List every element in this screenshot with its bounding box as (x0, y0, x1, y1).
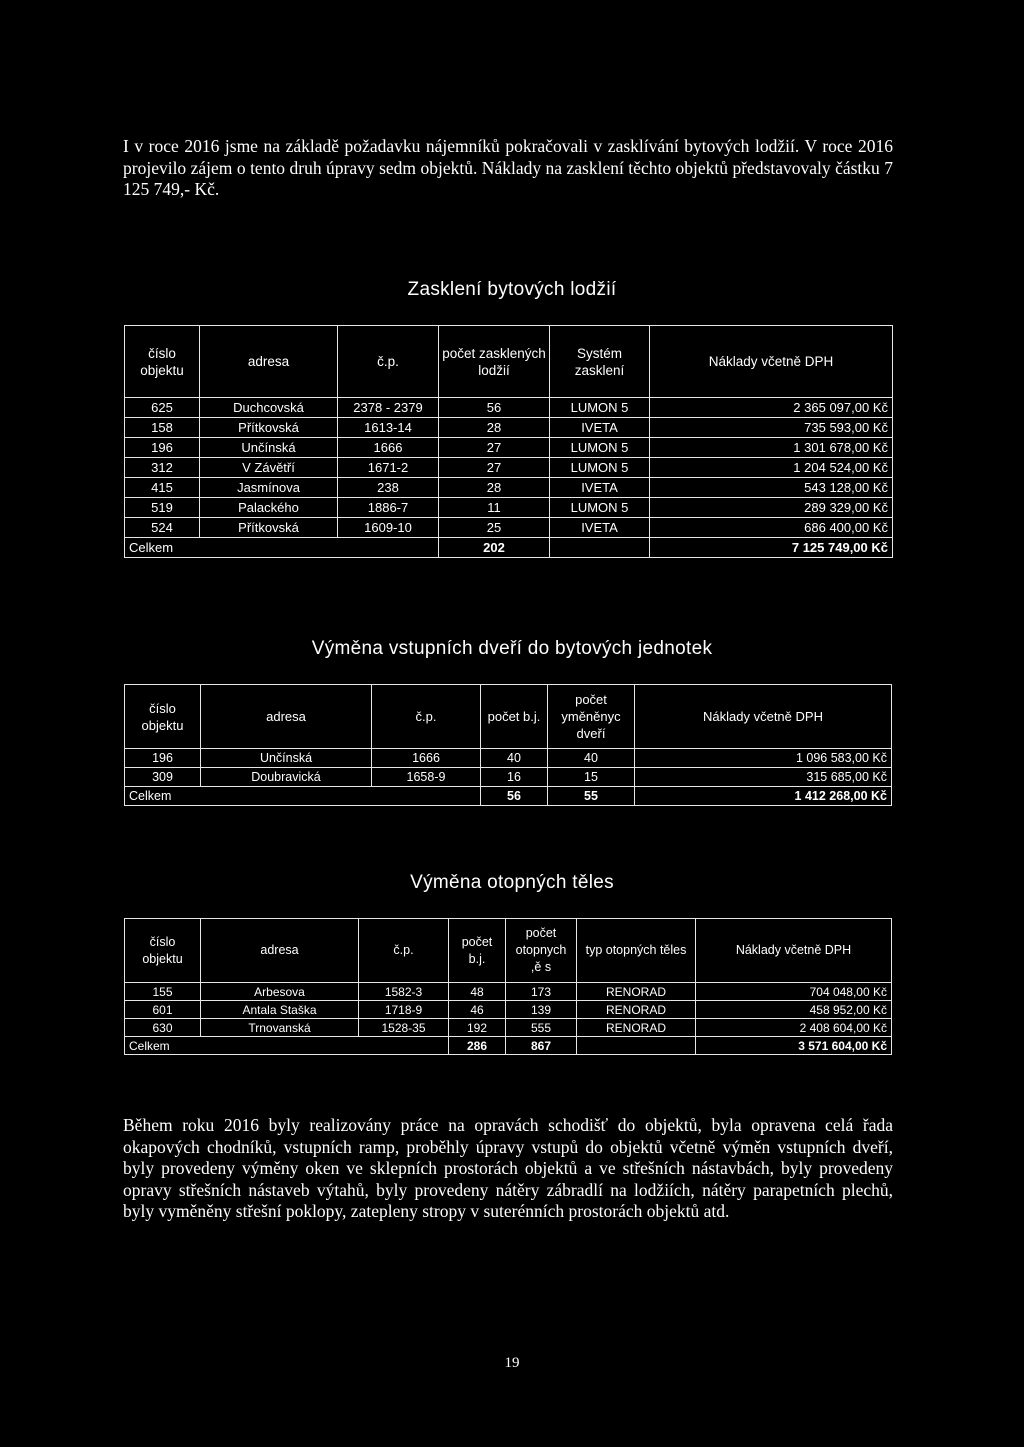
header-object-number: číslo objektu (125, 919, 201, 983)
cell: LUMON 5 (550, 398, 650, 418)
header-cp: č.p. (359, 919, 449, 983)
cell: 315 685,00 Kč (635, 768, 892, 787)
cell: IVETA (550, 518, 650, 538)
cell: 158 (125, 418, 200, 438)
table-row (125, 768, 892, 787)
cell: 625 (125, 398, 200, 418)
intro-text: I v roce 2016 jsme na základě požadavku nájemníků pokračovali v zasklívání bytových lodžií. V roce 2016 projevilo zájem o tento druh úpravy sedm objektů. Náklady na zasklení těchto objektů představovaly částku 7 125 749,- Kč. (123, 136, 893, 199)
cell: Palackého (200, 498, 338, 518)
cell: 309 (125, 768, 201, 787)
cell: 155 (125, 983, 201, 1001)
header-cost: Náklady včetně DPH (696, 919, 892, 983)
cell: 28 (439, 478, 550, 498)
total-row (125, 787, 892, 806)
cell: IVETA (550, 418, 650, 438)
cell: Unčínská (200, 438, 338, 458)
total-row (125, 538, 893, 558)
total-units: 56 (481, 787, 548, 806)
cell: 312 (125, 458, 200, 478)
cell: 238 (338, 478, 439, 498)
cell: 1613-14 (338, 418, 439, 438)
table-row (125, 498, 893, 518)
table-row (125, 983, 892, 1001)
cell: 15 (548, 768, 635, 787)
cell: 46 (449, 1001, 506, 1019)
cell: Arbesova (201, 983, 359, 1001)
header-system: Systém zasklení (550, 326, 650, 398)
total-radiators: 867 (506, 1037, 577, 1055)
cell: 1666 (372, 749, 481, 768)
cell: IVETA (550, 478, 650, 498)
header-address: adresa (201, 685, 372, 749)
cell: 289 329,00 Kč (650, 498, 893, 518)
header-cost: Náklady včetně DPH (650, 326, 893, 398)
cell: 704 048,00 Kč (696, 983, 892, 1001)
cell: Trnovanská (201, 1019, 359, 1037)
glazing-table (124, 325, 893, 558)
cell: Antala Staška (201, 1001, 359, 1019)
cell: 48 (449, 983, 506, 1001)
header-cp: č.p. (372, 685, 481, 749)
table-row (125, 478, 893, 498)
radiators-table (124, 918, 892, 1055)
cell: 630 (125, 1019, 201, 1037)
cell: 56 (439, 398, 550, 418)
header-unit-count: počet b.j. (481, 685, 548, 749)
cell: LUMON 5 (550, 498, 650, 518)
cell: 173 (506, 983, 577, 1001)
table-row (125, 398, 893, 418)
cell: 25 (439, 518, 550, 538)
header-unit-count: počet b.j. (449, 919, 506, 983)
total-cost: 1 412 268,00 Kč (635, 787, 892, 806)
cell: 735 593,00 Kč (650, 418, 893, 438)
header-cp: č.p. (338, 326, 439, 398)
cell: 1582-3 (359, 983, 449, 1001)
cell: 11 (439, 498, 550, 518)
cell: 555 (506, 1019, 577, 1037)
cell: 196 (125, 438, 200, 458)
cell: 2 408 604,00 Kč (696, 1019, 892, 1037)
cell: RENORAD (577, 983, 696, 1001)
cell: 458 952,00 Kč (696, 1001, 892, 1019)
cell: 196 (125, 749, 201, 768)
cell: 192 (449, 1019, 506, 1037)
cell: 40 (481, 749, 548, 768)
table2-title: Výměna vstupních dveří do bytových jednotek (311, 638, 713, 659)
cell: Doubravická (201, 768, 372, 787)
cell: 16 (481, 768, 548, 787)
cell: Duchcovská (200, 398, 338, 418)
total-units: 286 (449, 1037, 506, 1055)
total-row (125, 1037, 892, 1055)
cell: 1 301 678,00 Kč (650, 438, 893, 458)
header-loggia-count: počet zasklených lodžií (439, 326, 550, 398)
table-row (125, 418, 893, 438)
cell: 1666 (338, 438, 439, 458)
table-header-row (125, 326, 893, 398)
table-row (125, 749, 892, 768)
cell: 1886-7 (338, 498, 439, 518)
table-header-row (125, 919, 892, 983)
cell: 139 (506, 1001, 577, 1019)
cell: 1 096 583,00 Kč (635, 749, 892, 768)
cell: 27 (439, 458, 550, 478)
cell: 1609-10 (338, 518, 439, 538)
cell: 543 128,00 Kč (650, 478, 893, 498)
total-count: 202 (439, 538, 550, 558)
table-row (125, 1019, 892, 1037)
cell: 2 365 097,00 Kč (650, 398, 893, 418)
total-label: Celkem (125, 787, 481, 806)
outro-paragraph (123, 1115, 893, 1223)
page-number: 19 (504, 1355, 520, 1371)
table-row (125, 458, 893, 478)
table-header-row (125, 685, 892, 749)
header-cost: Náklady včetně DPH (635, 685, 892, 749)
cell: Jasmínova (200, 478, 338, 498)
cell: 1 204 524,00 Kč (650, 458, 893, 478)
table-row (125, 518, 893, 538)
cell: 28 (439, 418, 550, 438)
total-empty (550, 538, 650, 558)
cell: 1658-9 (372, 768, 481, 787)
table-row (125, 1001, 892, 1019)
cell: 2378 - 2379 (338, 398, 439, 418)
cell: Přítkovská (200, 418, 338, 438)
header-object-number: číslo objektu (125, 685, 201, 749)
header-object-number: číslo objektu (125, 326, 200, 398)
cell: 601 (125, 1001, 201, 1019)
total-cost: 7 125 749,00 Kč (650, 538, 893, 558)
cell: LUMON 5 (550, 458, 650, 478)
table-row (125, 438, 893, 458)
cell: 27 (439, 438, 550, 458)
table1-title: Zasklení bytových lodžií (407, 279, 617, 300)
header-address: adresa (200, 326, 338, 398)
cell: 415 (125, 478, 200, 498)
table3-title: Výměna otopných těles (410, 872, 614, 893)
intro-paragraph (123, 136, 893, 201)
total-doors: 55 (548, 787, 635, 806)
cell: 1718-9 (359, 1001, 449, 1019)
cell: LUMON 5 (550, 438, 650, 458)
cell: RENORAD (577, 1019, 696, 1037)
total-cost: 3 571 604,00 Kč (696, 1037, 892, 1055)
header-door-count: počet yměněnyc dveří (548, 685, 635, 749)
cell: Přítkovská (200, 518, 338, 538)
cell: 686 400,00 Kč (650, 518, 893, 538)
total-label: Celkem (125, 538, 439, 558)
header-radiator-count: počet otopnych ,ě s (506, 919, 577, 983)
header-radiator-type: typ otopných těles (577, 919, 696, 983)
cell: 519 (125, 498, 200, 518)
total-label: Celkem (125, 1037, 449, 1055)
outro-text: Během roku 2016 byly realizovány práce na opravách schodišť do objektů, byla opravena celá řada okapových chodníků, vstupních ramp, proběhly úpravy vstupů do objektů včetně výměn vstupních dveří, byly provedeny výměny oken ve sklepních prostorách objektů a ve střešních nástavbách, byly provedeny opravy střešních nástaveb výtahů, byly provedeny nátěry zábradlí na lodžiích, nátěry parapetních plechů, byly vyměněny střešní poklopy, zatepleny stropy v suterénních prostorách objektů atd. (123, 1115, 893, 1221)
cell: 524 (125, 518, 200, 538)
total-empty (577, 1037, 696, 1055)
cell: Unčínská (201, 749, 372, 768)
cell: RENORAD (577, 1001, 696, 1019)
doors-table (124, 684, 892, 806)
cell: V Závětří (200, 458, 338, 478)
cell: 1528-35 (359, 1019, 449, 1037)
cell: 40 (548, 749, 635, 768)
header-address: adresa (201, 919, 359, 983)
cell: 1671-2 (338, 458, 439, 478)
